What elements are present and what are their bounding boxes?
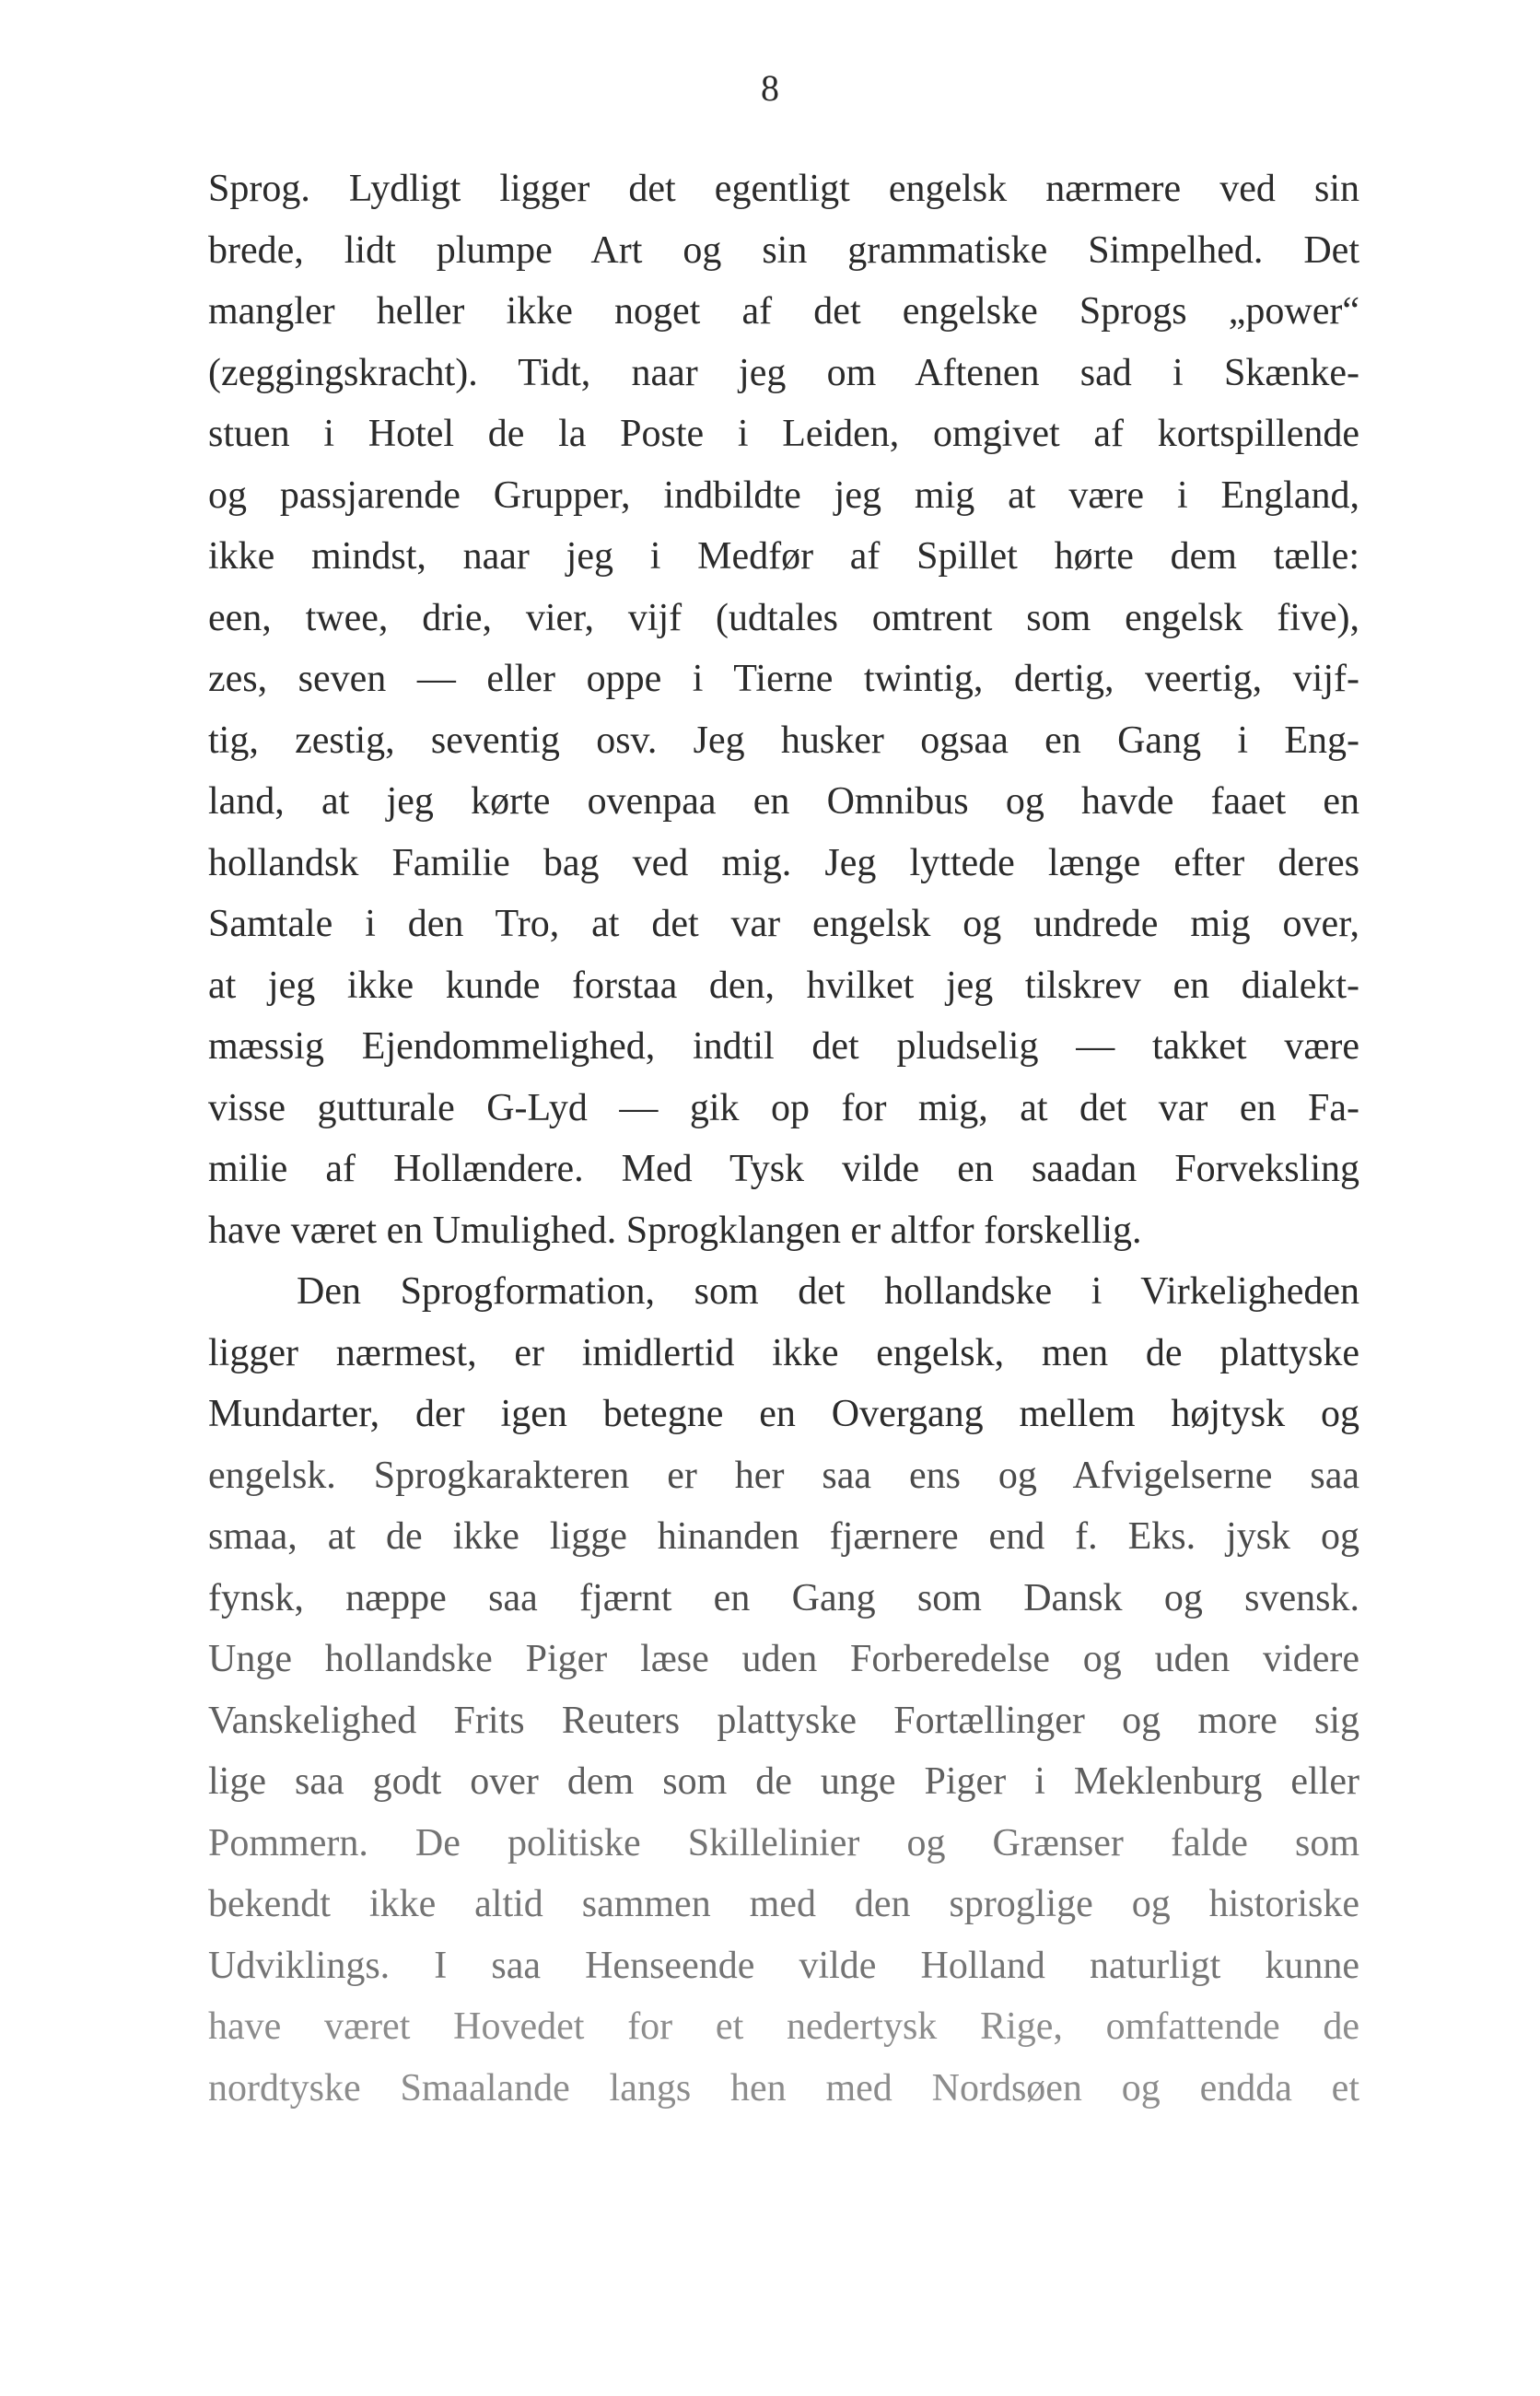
text-line: hollandsk Familie bag ved mig. Jeg lyttede længe efter deres	[208, 841, 1359, 884]
text-line: at jeg ikke kunde forstaa den, hvilket jeg tilskrev en dialekt-	[208, 964, 1359, 1007]
text-line: Unge hollandske Piger læse uden Forberedelse og uden videre	[208, 1638, 1359, 1680]
text-line: (zeggingskracht). Tidt, naar jeg om Aftenen sad i Skænke-	[208, 351, 1359, 394]
text-line: Mundarter, der igen betegne en Overgang mellem højtysk og	[208, 1393, 1359, 1435]
text-line: ligger nærmest, er imidlertid ikke engelsk, men de plattyske	[208, 1331, 1359, 1374]
page-number: 8	[761, 67, 779, 109]
text-line: Udviklings. I saa Henseende vilde Holland naturligt kunne	[208, 1944, 1359, 1987]
text-line: milie af Hollændere. Med Tysk vilde en saadan Forveksling	[208, 1148, 1359, 1190]
text-line: land, at jeg kørte ovenpaa en Omnibus og havde faaet en	[208, 780, 1359, 823]
text-line: mangler heller ikke noget af det engelske Sprogs „power“	[208, 290, 1359, 333]
text-line: brede, lidt plumpe Art og sin grammatiske Simpelhed. Det	[208, 228, 1359, 272]
body-text	[208, 158, 1359, 2119]
text-line: Den Sprogformation, som det hollandske i Virkeligheden	[297, 1270, 1359, 1313]
text-line: stuen i Hotel de la Poste i Leiden, omgivet af kortspillende	[208, 413, 1359, 455]
text-line: smaa, at de ikke ligge hinanden fjærnere end f. Eks. jysk og	[208, 1515, 1359, 1558]
text-line: Sprog. Lydligt ligger det egentligt engelsk nærmere ved sin	[208, 168, 1359, 210]
text-line: Vanskelighed Frits Reuters plattyske Fortællinger og more sig	[208, 1699, 1359, 1742]
text-line: zes, seven — eller oppe i Tierne twintig, dertig, veertig, vijf-	[208, 658, 1359, 700]
text-line: have været Hovedet for et nedertysk Rige, omfattende de	[208, 2005, 1359, 2048]
text-line: have været en Umulighed. Sprogklangen er altfor forskellig.	[208, 1209, 1142, 1252]
text-line: engelsk. Sprogkarakteren er her saa ens og Afvigelserne saa	[208, 1454, 1359, 1497]
text-line: een, twee, drie, vier, vijf (udtales omtrent som engelsk five),	[208, 596, 1359, 639]
text-line: lige saa godt over dem som de unge Piger i Meklenburg eller	[208, 1760, 1359, 1803]
text-line: ikke mindst, naar jeg i Medfør af Spillet hørte dem tælle:	[208, 535, 1359, 578]
text-line: tig, zestig, seventig osv. Jeg husker ogsaa en Gang i Eng-	[208, 719, 1359, 762]
text-line: Pommern. De politiske Skillelinier og Grænser falde som	[208, 1821, 1359, 1864]
text-line: nordtyske Smaalande langs hen med Nordsøen og endda et	[208, 2066, 1359, 2110]
text-line: bekendt ikke altid sammen med den sproglige og historiske	[208, 1883, 1359, 1925]
text-line: visse gutturale G-Lyd — gik op for mig, at det var en Fa-	[208, 1086, 1359, 1129]
text-line: Samtale i den Tro, at det var engelsk og undrede mig over,	[208, 903, 1359, 945]
text-line: fynsk, næppe saa fjærnt en Gang som Dansk og svensk.	[208, 1576, 1359, 1619]
text-line: og passjarende Grupper, indbildte jeg mig at være i England,	[208, 473, 1359, 517]
text-line: mæssig Ejendommelighed, indtil det pludselig — takket være	[208, 1025, 1359, 1068]
